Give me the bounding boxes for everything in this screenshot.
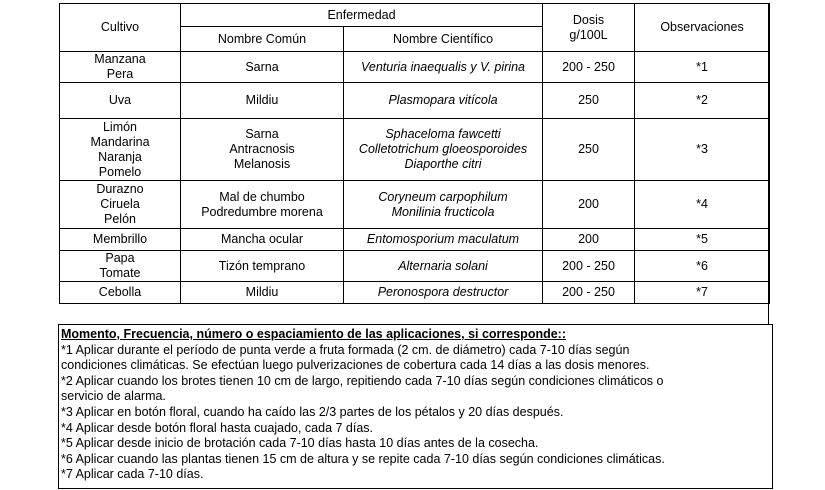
- cultivo-cell-line: Manzana: [94, 52, 146, 66]
- table-row: [60, 181, 770, 229]
- cultivo-cell-line: Mandarina: [90, 134, 150, 149]
- nombre-cientifico-cell-line: Alternaria solani: [398, 258, 488, 273]
- nombre-comun-cell-line: Melanosis: [233, 157, 291, 171]
- cultivo-cell-line: Pera: [106, 67, 134, 81]
- cultivo-cell: [60, 181, 181, 229]
- nombre-cientifico-cell: [344, 52, 543, 83]
- dosis-cell: 200: [543, 229, 635, 251]
- nombre-cientifico-cell-line: Peronospora destructor: [377, 285, 509, 299]
- cultivo-cell-line: Naranja: [98, 149, 142, 164]
- nombre-comun-cell: [181, 181, 344, 229]
- header-dosis-unit: g/100L: [569, 27, 608, 42]
- dosis-cell: 200 - 250: [543, 251, 635, 282]
- nombre-comun-cell-line: Mancha ocular: [221, 232, 303, 246]
- cultivo-cell: [60, 83, 181, 119]
- note-line: servicio de alarma.: [61, 389, 166, 404]
- observaciones-cell: *3: [635, 119, 770, 181]
- note-line: condiciones climáticas. Se efectúan luego pulverizaciones de cobertura cada 14 días a las dosis menores.: [61, 358, 650, 373]
- nombre-comun-cell: [181, 229, 344, 251]
- nombre-cientifico-cell-line: Sphaceloma fawcetti: [385, 127, 501, 141]
- note-line: *1 Aplicar durante el período de punta verde a fruta formada (2 cm. de diámetro) cada 7-10 días según: [61, 342, 630, 357]
- table-row: [60, 52, 770, 83]
- nombre-comun-cell-line: Mildiu: [245, 93, 279, 107]
- observaciones-cell: *2: [635, 83, 770, 119]
- cultivo-cell: [60, 229, 181, 251]
- cultivo-cell-line: Cebolla: [98, 285, 142, 299]
- nombre-cientifico-cell-line: Coryneum carpophilum: [378, 189, 508, 204]
- cultivo-cell-line: Uva: [108, 93, 132, 107]
- cultivo-cell: [60, 52, 181, 83]
- table-row: [60, 119, 770, 181]
- cultivo-cell-line: Durazno: [96, 182, 144, 196]
- application-notes: [58, 324, 773, 489]
- nombre-cientifico-cell-line: Venturia inaequalis y V. pirina: [361, 59, 525, 74]
- nombre-cientifico-cell-line: Plasmopara vitícola: [388, 93, 498, 107]
- nombre-cientifico-cell: [344, 251, 543, 282]
- header-nombre-cientifico: Nombre Científico: [344, 27, 543, 52]
- nombre-comun-cell: [181, 251, 344, 282]
- cultivo-cell-line: Tomate: [99, 266, 141, 280]
- nombre-cientifico-cell: [344, 83, 543, 119]
- cultivo-cell: [60, 251, 181, 282]
- observaciones-cell: *4: [635, 181, 770, 229]
- nombre-cientifico-cell-line: Colletotrichum gloeosporoides: [358, 142, 528, 156]
- nombre-cientifico-cell: [344, 282, 543, 304]
- table-row: [60, 251, 770, 282]
- observaciones-cell: *1: [635, 52, 770, 83]
- nombre-comun-cell-line: Mal de chumbo: [219, 189, 305, 204]
- note-line: *7 Aplicar cada 7-10 días.: [61, 467, 204, 482]
- nombre-comun-cell-line: Mildiu: [245, 285, 279, 299]
- header-dosis-line: Dosis: [572, 12, 605, 27]
- cultivo-cell-line: Pelón: [104, 212, 136, 226]
- notes-heading: Momento, Frecuencia, número o espaciamiento de las aplicaciones, si corresponde::: [61, 327, 567, 341]
- nombre-comun-cell-line: Podredumbre morena: [201, 204, 323, 219]
- nombre-comun-cell: [181, 119, 344, 181]
- dosis-cell: 200 - 250: [543, 52, 635, 83]
- cultivo-cell-line: Pomelo: [98, 164, 142, 179]
- header-row-1: [60, 4, 770, 27]
- dosis-cell: 200: [543, 181, 635, 229]
- note-line: *6 Aplicar cuando las plantas tienen 15 cm de altura y se repite cada 7-10 días según condiciones climáticas.: [61, 451, 665, 466]
- cultivo-cell-line: Papa: [105, 251, 135, 265]
- table-outer-border: [768, 3, 769, 325]
- nombre-cientifico-cell-line: Diaporthe citri: [404, 157, 482, 171]
- cultivo-cell-line: Membrillo: [92, 232, 148, 246]
- observaciones-cell: *7: [635, 282, 770, 304]
- nombre-comun-cell-line: Tizón temprano: [218, 258, 306, 273]
- nombre-comun-cell-line: Sarna: [245, 127, 279, 141]
- dosis-cell: 200 - 250: [543, 282, 635, 304]
- nombre-comun-cell-line: Antracnosis: [229, 142, 295, 156]
- cultivo-cell: [60, 282, 181, 304]
- nombre-comun-cell-line: Sarna: [245, 59, 279, 74]
- table-row: [60, 229, 770, 251]
- dosis-cell: 250: [543, 83, 635, 119]
- header-enfermedad: Enfermedad: [181, 4, 543, 27]
- nombre-cientifico-cell-line: Entomosporium maculatum: [366, 232, 520, 246]
- note-line: *5 Aplicar desde inicio de brotación cada 7-10 días hasta 10 días antes de la cosecha.: [61, 436, 539, 451]
- cultivo-cell-line: Ciruela: [100, 197, 140, 211]
- note-line: *2 Aplicar cuando los brotes tienen 10 cm de largo, repitiendo cada 7-10 días según condiciones climáticos o: [61, 373, 664, 388]
- note-line: *4 Aplicar desde botón floral hasta cuajado, cada 7 días.: [61, 420, 374, 435]
- cultivo-cell-line: Limón: [102, 119, 138, 134]
- dosis-cell: 250: [543, 119, 635, 181]
- observaciones-cell: *6: [635, 251, 770, 282]
- header-observaciones: Observaciones: [635, 4, 770, 52]
- cultivo-cell: [60, 119, 181, 181]
- header-dosis: [543, 4, 635, 52]
- nombre-comun-cell: [181, 83, 344, 119]
- dosage-table-container: [59, 3, 769, 304]
- table-row: [60, 282, 770, 304]
- dosage-table: [59, 3, 770, 304]
- observaciones-cell: *5: [635, 229, 770, 251]
- note-line: *3 Aplicar en botón floral, cuando ha caído las 2/3 partes de los pétalos y 20 días después.: [61, 404, 564, 419]
- nombre-cientifico-cell-line: Monilinia fructicola: [391, 204, 495, 219]
- nombre-cientifico-cell: [344, 229, 543, 251]
- nombre-comun-cell: [181, 52, 344, 83]
- nombre-cientifico-cell: [344, 119, 543, 181]
- nombre-comun-cell: [181, 282, 344, 304]
- header-nombre-comun: Nombre Común: [181, 27, 344, 52]
- header-cultivo: Cultivo: [60, 4, 181, 52]
- notes-lines: [61, 343, 770, 483]
- table-row: [60, 83, 770, 119]
- nombre-cientifico-cell: [344, 181, 543, 229]
